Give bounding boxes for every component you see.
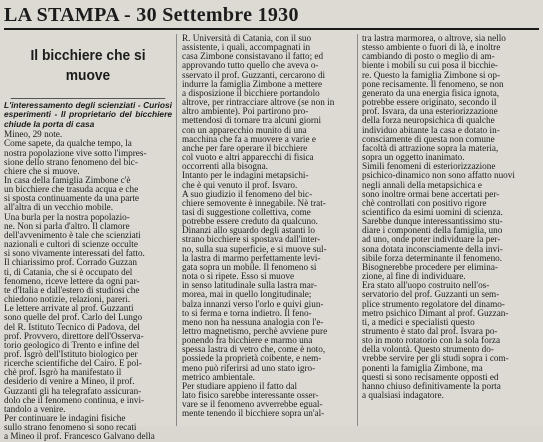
article-text-line: ricerche scientifiche del Cairo. E pol-	[4, 358, 142, 369]
article-text-line: Intanto per le indagini metapsichi-	[182, 170, 309, 181]
article-text-line: cambiando di posto o meglio di am-	[362, 51, 495, 62]
article-text-line: sto in moto rotatorio con la sola forza	[362, 335, 501, 346]
article-text-line: prof. Isvara, da una esteriorizzazione	[362, 106, 498, 117]
article-text-line: Come sapete, da qualche tempo, la	[4, 138, 132, 149]
article-text-line: altro ambiente). Poi partirono pro-	[182, 106, 309, 117]
article-text-line: tandolo a venire.	[4, 403, 66, 414]
article-column-1	[4, 34, 172, 442]
masthead-title: LA STAMPA - 30 Settembre 1930	[4, 4, 299, 26]
column-divider	[357, 34, 358, 426]
article-text-line: fenomeno, riceve lettere da ogni par-	[4, 275, 140, 286]
article-text-line: metro psichico Dimant al prof. Guzzan-	[362, 307, 509, 318]
article-column-3	[362, 34, 539, 426]
article-text-line: lettro magnetismo, perchè avviene pure	[182, 326, 328, 336]
article-text-line: possiede la proprietà coibente, e nem-	[182, 353, 322, 364]
article-text-line: nazionali e cultori di scienze occulte	[4, 239, 138, 250]
article-text-line: R. Università di Catania, con il suo	[182, 33, 312, 43]
article-text-line: della forza neuropsichica di qualche	[362, 115, 495, 126]
article-text-line: approvando tutto quello che aveva o-	[182, 60, 319, 71]
article-text-line: hanno chiuso definitivamente la porta	[362, 380, 501, 391]
article-text-line: servatorio del prof. Guzzanti un sem-	[362, 289, 500, 300]
article-text-line: facoltà di attrazione sopra la materia,	[362, 142, 499, 153]
article-text-line: dell'avvenimento è tale che scienziati	[4, 229, 141, 240]
article-text-line: indurre la famiglia Zimbone a mettere	[182, 78, 323, 89]
article-text-line: occorrenti alla bisogna.	[182, 161, 268, 172]
article-text-line: sservato il prof. Guzzanti, cercarono di	[182, 69, 326, 80]
article-text-line: un bicchiere che trasuda acqua e che	[4, 184, 139, 195]
article-text-line: ne. Non si parla d'altro. Il clamore	[4, 220, 130, 231]
article-text-line: consciamente di questa non comune	[362, 133, 495, 144]
article-text-line: della volontà. Questo strumento do-	[362, 344, 494, 355]
column-3-body	[362, 34, 539, 400]
article-text-line: desiderio di venire a Mineo, il prof.	[4, 376, 135, 387]
article-text-line: Bisognerebbe procedere per elimina-	[362, 261, 498, 272]
article-text-line: balza innanzi verso l'orlo e quivi giun-	[182, 298, 324, 309]
article-text-line: tasi di suggestione collettiva, come	[182, 206, 311, 217]
article-headline: Il bicchiere che si muove	[11, 34, 166, 99]
column-divider	[176, 34, 177, 426]
article-text-line: generato da una energia fisica ignota,	[362, 87, 500, 98]
article-text-line: Era stato all'uopo costruito nell'os-	[362, 280, 490, 291]
article-text-line: a disposizione il bicchiere portandolo	[182, 87, 320, 98]
article-text-line: prof. Provvero, direttore dell'Osserva-	[4, 330, 144, 341]
article-text-line: si sposta continuamente da una parte	[4, 193, 139, 204]
article-text-line: meno non ha nessuna analogia con l'e-	[182, 316, 324, 327]
article-text-line: si sono vivamente interessati del fatto.	[4, 248, 145, 259]
article-text-line: dolo che il fenomeno continua, e invi-	[4, 394, 145, 405]
article-text-line: chè prof. Isgrò ha manifestato il	[4, 367, 122, 378]
article-text-line: Una burla per la nostra popolazio-	[4, 211, 130, 222]
article-text-line: no, sulla sua superficie, e si muove sul-	[182, 243, 327, 254]
article-text-line: vrebbe servire per gli studi sopra i com-	[362, 353, 509, 364]
article-text-line: altrove, per rintracciare altrove (se non in	[182, 97, 335, 108]
article-text-line: morea, mai in quello longitudinale;	[182, 289, 312, 300]
article-text-line: macchina che fa a muovere a varie e	[182, 133, 316, 144]
article-text-line: biente i mobili su cui posa il bicchie-	[362, 60, 498, 71]
article-text-line: mente tenendo il bicchiere sopra un'al-	[182, 408, 325, 419]
article-text-line: in senso latitudinale sulla lastra mar-	[182, 280, 317, 291]
article-text-line: sullo strano fenomeno si sono recati	[4, 422, 137, 433]
article-text-line: gata sopra un mobile. Il fenomeno si	[182, 261, 317, 272]
article-text-line: Sarebbe dunque interessantissimo stu-	[362, 216, 503, 227]
article-text-line: Simili fenomeni di esteriorizzazione	[362, 161, 496, 172]
article-text-line: strano bicchiere si spostava dall'inter-	[182, 234, 321, 245]
article-text-line: ad uno, onde poter individuare la per-	[362, 234, 501, 245]
article-text-line: chiere semovente è innegabile. Nè trat-	[182, 197, 326, 208]
article-text-line: individuo abitante la casa e dotato in-	[362, 124, 500, 135]
article-text-line: del R. Istituto Tecnico di Padova, del	[4, 321, 140, 332]
article-text-line: nota o si ripete. Esso si muove	[182, 271, 295, 282]
article-text-line: la lastra di marmo perfettamente levi-	[182, 252, 321, 263]
article-text-line: meno può riferirsi ad uno stato igro-	[182, 362, 316, 373]
article-text-line: Le lettere arrivate al prof. Guzzanti	[4, 303, 134, 314]
article-text-line: spessa lastra di vetro che, come è noto,	[182, 344, 326, 355]
article-text-line: casa Zimbone consistavano il fatto; ed	[182, 51, 324, 62]
article-text-line: ti, a medici e specialisti questo	[362, 316, 475, 327]
article-text-line: con un apparecchio munito di una	[182, 124, 307, 135]
column-2-body	[182, 34, 352, 419]
article-column-2	[182, 34, 352, 426]
article-text-line: prof. Isgrò dell'Istituto biologico per	[4, 348, 138, 359]
article-text-line: mettendosi di tornare tra alcuni giorni	[182, 115, 322, 126]
article-text-line: scientifico da esimi uomini di scienza.	[362, 206, 503, 217]
article-text-line: diare i componenti della famiglia, uno	[362, 225, 503, 236]
article-text-line: pone recisamente. Il fenomeno, se non	[362, 78, 504, 89]
article-text-line: chiere che si muove.	[4, 165, 80, 176]
article-text-line: Mineo, 29 note.	[4, 129, 63, 140]
article-text-line: plice strumento regolatore del dinamo-	[362, 298, 505, 309]
article-text-line: sono quelle del prof. Carlo del Lungo	[4, 312, 143, 323]
article-text-line: torio geologico di Trento e infine del	[4, 339, 140, 350]
article-text-line: to si ferma e torna indietro. Il feno-	[182, 307, 312, 318]
article-text-line: sibile forza determinante il fenomeno.	[362, 252, 503, 263]
article-text-line: Il chiarissimo prof. Corrado Guzzan	[4, 257, 137, 268]
article-text-line: anche per fare operare il bicchiere	[182, 142, 308, 153]
article-text-line: psichico-dinamico non sono affatto nuovi	[362, 170, 515, 181]
article-text-line: A suo giudizio il fenomeno del bic-	[182, 188, 313, 199]
article-text-line: metrico ambientale.	[182, 371, 255, 382]
column-1-body	[4, 130, 172, 441]
article-subhead: L'interessamento degli scienziati - Curiosi esperimenti - Il proprietario del bicchiere chiude la porta di casa	[4, 100, 172, 129]
article-text-line: sopra un oggetto inanimato.	[362, 152, 465, 163]
article-text-line: col vuoto e altri apparecchi di fisica	[182, 152, 314, 163]
article-text-line: lato fisico sarebbe interessante osser-	[182, 390, 319, 401]
article-text-line: questi si sono recisamente opposti ed	[362, 371, 499, 382]
article-text-line: chè controllati con positivo rigore	[362, 197, 487, 208]
article-text-line: sono inoltre ormai bene accertati per-	[362, 188, 500, 199]
article-text-line: Per continuare le indagini fisiche	[4, 413, 126, 424]
article-text-line: sione dello strano fenomeno del bic-	[4, 156, 138, 167]
article-text-line: Guzzanti gli ha telegrafato assicuran-	[4, 385, 142, 396]
article-text-line: sona dotata inconsciamente della invi-	[362, 243, 503, 254]
article-text-line: zione, al fine di individuare.	[362, 271, 466, 282]
article-text-line: a Mineo il prof. Francesco Galvano della	[4, 431, 155, 442]
article-text-line: te d'Italia e dall'estero di studiosi che	[4, 284, 140, 295]
article-text-line: stesso ambiente o fuori di là, e inoltre	[362, 42, 501, 53]
article-text-line: chiedono notizie, relazioni, pareri.	[4, 294, 131, 305]
article-text-line: ponendo fra bicchiere e marmo una	[182, 335, 313, 346]
article-text-line: Per studiare appieno il fatto dal	[182, 380, 298, 391]
article-text-line: re. Questo la famiglia Zimbone si op-	[362, 69, 501, 80]
article-text-line: che è qui venuto il prof. Isvaro.	[182, 179, 298, 190]
article-text-line: strumento è stato dal prof. Isvara po-	[362, 326, 498, 336]
article-text-line: nostra popolazione vive sotto l'impres-	[4, 147, 147, 158]
article-text-line: all'altra di un vecchio mobile.	[4, 202, 114, 213]
article-text-line: tra lastra marmorea, o altrove, sia nello	[362, 33, 506, 43]
article-text-line: Dinanzi allo sguardo degli astanti lo	[182, 225, 315, 236]
article-text-line: ti, di Catania, che si è occupato del	[4, 266, 133, 277]
article-text-line: negli annali della metapsichica e	[362, 179, 482, 190]
article-text-line: assistente, i quali, accompagnati in	[182, 42, 311, 53]
masthead	[4, 2, 539, 30]
article-text-line: potrebbe essere creduto da qualcuno.	[182, 216, 318, 227]
article-text-line: ponenti la famiglia Zimbone, ma	[362, 362, 483, 373]
article-text-line: vare se il fenomeno avverrebbe egual-	[182, 399, 323, 410]
article-text-line: a qualsiasi indagatore.	[362, 390, 444, 401]
article-text-line: In casa della famiglia Zimbone c'è	[4, 175, 131, 185]
article-text-line: potrebbe essere originato, secondo il	[362, 97, 497, 108]
